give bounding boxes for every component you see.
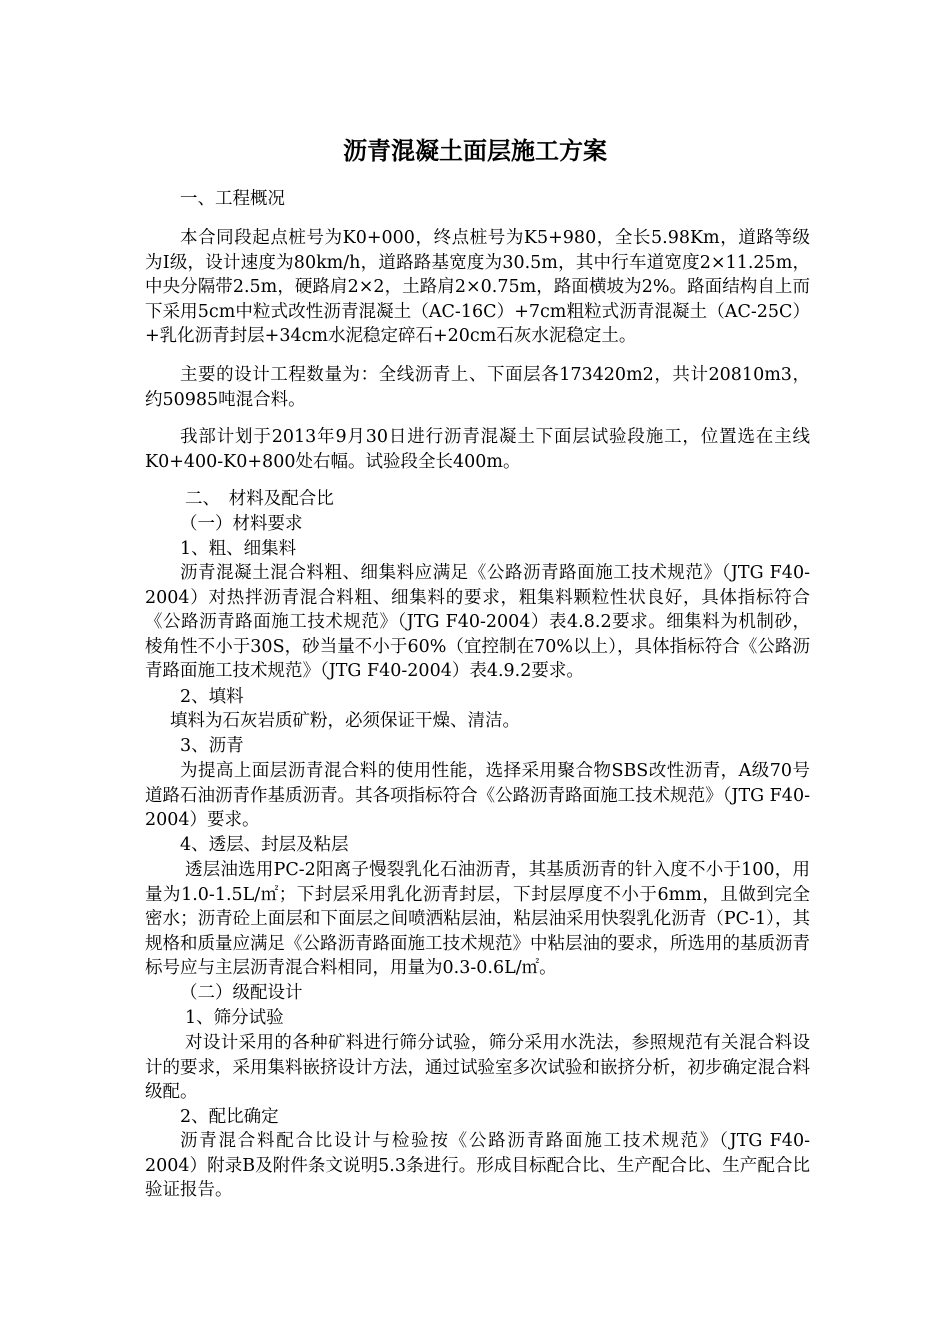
paragraph-trial-section: 我部计划于2013年9月30日进行沥青混凝土下面层试验段施工，位置选在主线K0+400-K0+800处右幅。试验段全长400m。 [145,427,810,472]
paragraph-project-overview: 本合同段起点桩号为K0+000，终点桩号为K5+980，全长5.98Km，道路等级为Ⅰ级，设计速度为80km/h，道路路基宽度为30.5m，其中行车道宽度2×11.25m，中央分隔带2.5m，硬路肩2×2，土路肩2×0.75m，路面横坡为2%。路面结构自上而下采用5cm中粒式改性沥青混凝土（AC-16C）+7cm粗粒式沥青混凝土（AC-25C）+乳化沥青封层+34cm水泥稳定碎石+20cm石灰水泥稳定土。 [145,228,810,347]
step-mix-heading: 2、配比确定 [180,1107,279,1127]
subsection-material-requirements: （一）材料要求 [180,514,303,534]
item-asphalt-heading: 3、沥青 [180,736,244,756]
item-filler-heading: 2、填料 [180,687,244,707]
paragraph-quantities: 主要的设计工程数量为：全线沥青上、下面层各173420m2，共计20810m3，约50985吨混合料。 [145,365,810,410]
item-layers-text: 透层油选用PC-2阳离子慢裂乳化石油沥青，其基质沥青的针入度不小于100，用量为1.0-1.5L/㎡；下封层采用乳化沥青封层，下封层厚度不小于6mm，且做到完全密水；沥青砼上面层和下面层之间喷洒粘层油，粘层油采用快裂乳化沥青（PC-1），其规格和质量应满足《公路沥青路面施工技术规范》中粘层油的要求，所选用的基质沥青标号应与主层沥青混合料相同，用量为0.3-0.6L/㎡。 [145,860,810,979]
step-mix-text: 沥青混合料配合比设计与检验按《公路沥青路面施工技术规范》（JTG F40-2004）附录B及附件条文说明5.3条进行。形成目标配合比、生产配合比、生产配合比验证报告。 [145,1131,810,1201]
section-2-heading: 二、 材料及配合比 [185,489,334,509]
item-asphalt-text: 为提高上面层沥青混合料的使用性能，选择采用聚合物SBS改性沥青，A级70号道路石油沥青作基质沥青。其各项指标符合《公路沥青路面施工技术规范》（JTG F40-2004）要求。 [145,761,810,831]
item-layers-heading: 4、透层、封层及粘层 [180,835,349,855]
section-1-heading: 一、工程概况 [180,189,285,209]
subsection-gradation-design: （二）级配设计 [180,983,303,1003]
item-filler-text: 填料为石灰岩质矿粉，必须保证干燥、清洁。 [170,711,520,731]
step-sieve-text: 对设计采用的各种矿料进行筛分试验，筛分采用水洗法，参照规范有关混合料设计的要求，采用集料嵌挤设计方法，通过试验室多次试验和嵌挤分析，初步确定混合料级配。 [145,1033,810,1103]
step-sieve-heading: 1、筛分试验 [185,1008,284,1028]
item-aggregate-heading: 1、粗、细集料 [180,539,297,559]
item-aggregate-text: 沥青混凝土混合料粗、细集料应满足《公路沥青路面施工技术规范》（JTG F40-2004）对热拌沥青混合料粗、细集料的要求，粗集料颗粒性状良好，具体指标符合《公路沥青路面施工技术规范》（JTG F40-2004）表4.8.2要求。细集料为机制砂，棱角性不小于30S，砂当量不小于60%（宜控制在70%以上），具体指标符合《公路沥青路面施工技术规范》（JTG F40-2004）表4.9.2要求。 [145,563,810,682]
document-title: 沥青混凝土面层施工方案 [343,136,607,165]
